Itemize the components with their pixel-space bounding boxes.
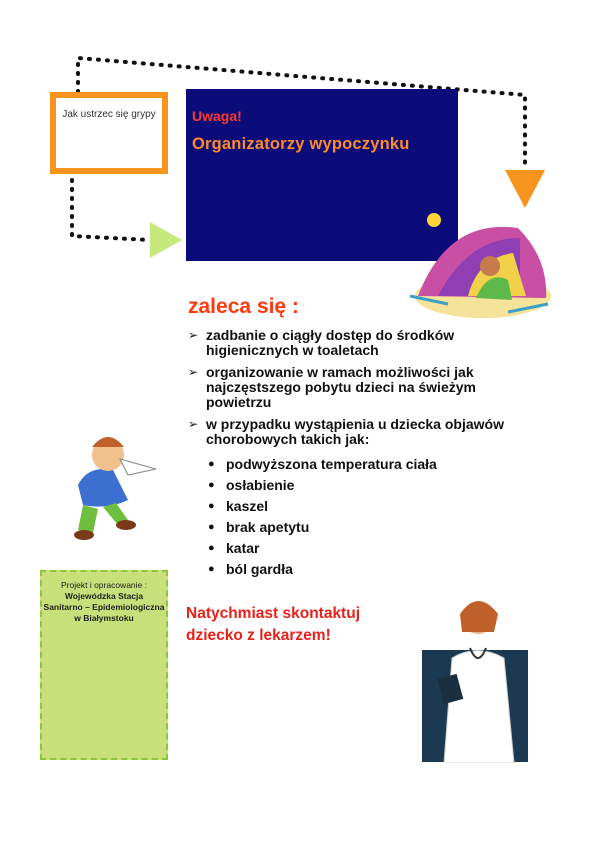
warning-label: Uwaga! xyxy=(192,108,242,124)
list-item: ➢ w przypadku wystąpienia u dziecka objawów chorobowych takich jak: xyxy=(188,416,504,447)
title-box xyxy=(50,92,168,174)
recommend-heading: zaleca się : xyxy=(188,295,299,318)
list-item: ➢ organizowanie w ramach możliwości jak najczęstszego pobytu dzieci na świeżym powietrzu xyxy=(188,364,476,410)
camping-tent-illustration xyxy=(408,208,558,320)
symptom-list xyxy=(208,454,518,580)
doctor-illustration xyxy=(422,588,532,763)
credits-box: Projekt i opracowanie : Wojewódzka Stacja Sanitarno – Epidemiologiczna w Białymstoku xyxy=(40,570,168,760)
sneezing-child-illustration xyxy=(58,425,168,545)
list-item: ● kaszel xyxy=(208,498,269,514)
list-item: ● brak apetytu xyxy=(208,519,310,535)
arrow-bullet-icon: ➢ xyxy=(188,365,199,379)
recommendation-list xyxy=(188,328,518,580)
orange-arrow-icon xyxy=(505,170,545,208)
audience-heading: Organizatorzy wypoczynku xyxy=(192,135,410,153)
arrow-bullet-icon: ➢ xyxy=(188,417,199,431)
credits-label: Projekt i opracowanie : xyxy=(61,580,147,590)
list-item: ● katar xyxy=(208,540,260,556)
title-text: Jak ustrzec się grypy xyxy=(62,109,156,120)
list-item: ● ból gardła xyxy=(208,561,293,577)
list-item: ● osłabienie xyxy=(208,477,295,493)
green-arrow-icon xyxy=(150,222,182,258)
arrow-bullet-icon: ➢ xyxy=(188,328,199,342)
list-item: ● podwyższona temperatura ciała xyxy=(208,456,437,472)
list-item: ➢ zadbanie o ciągły dostęp do środków higienicznych w toaletach xyxy=(188,327,455,358)
urgent-message: Natychmiast skontaktuj dziecko z lekarzem! xyxy=(186,605,360,644)
